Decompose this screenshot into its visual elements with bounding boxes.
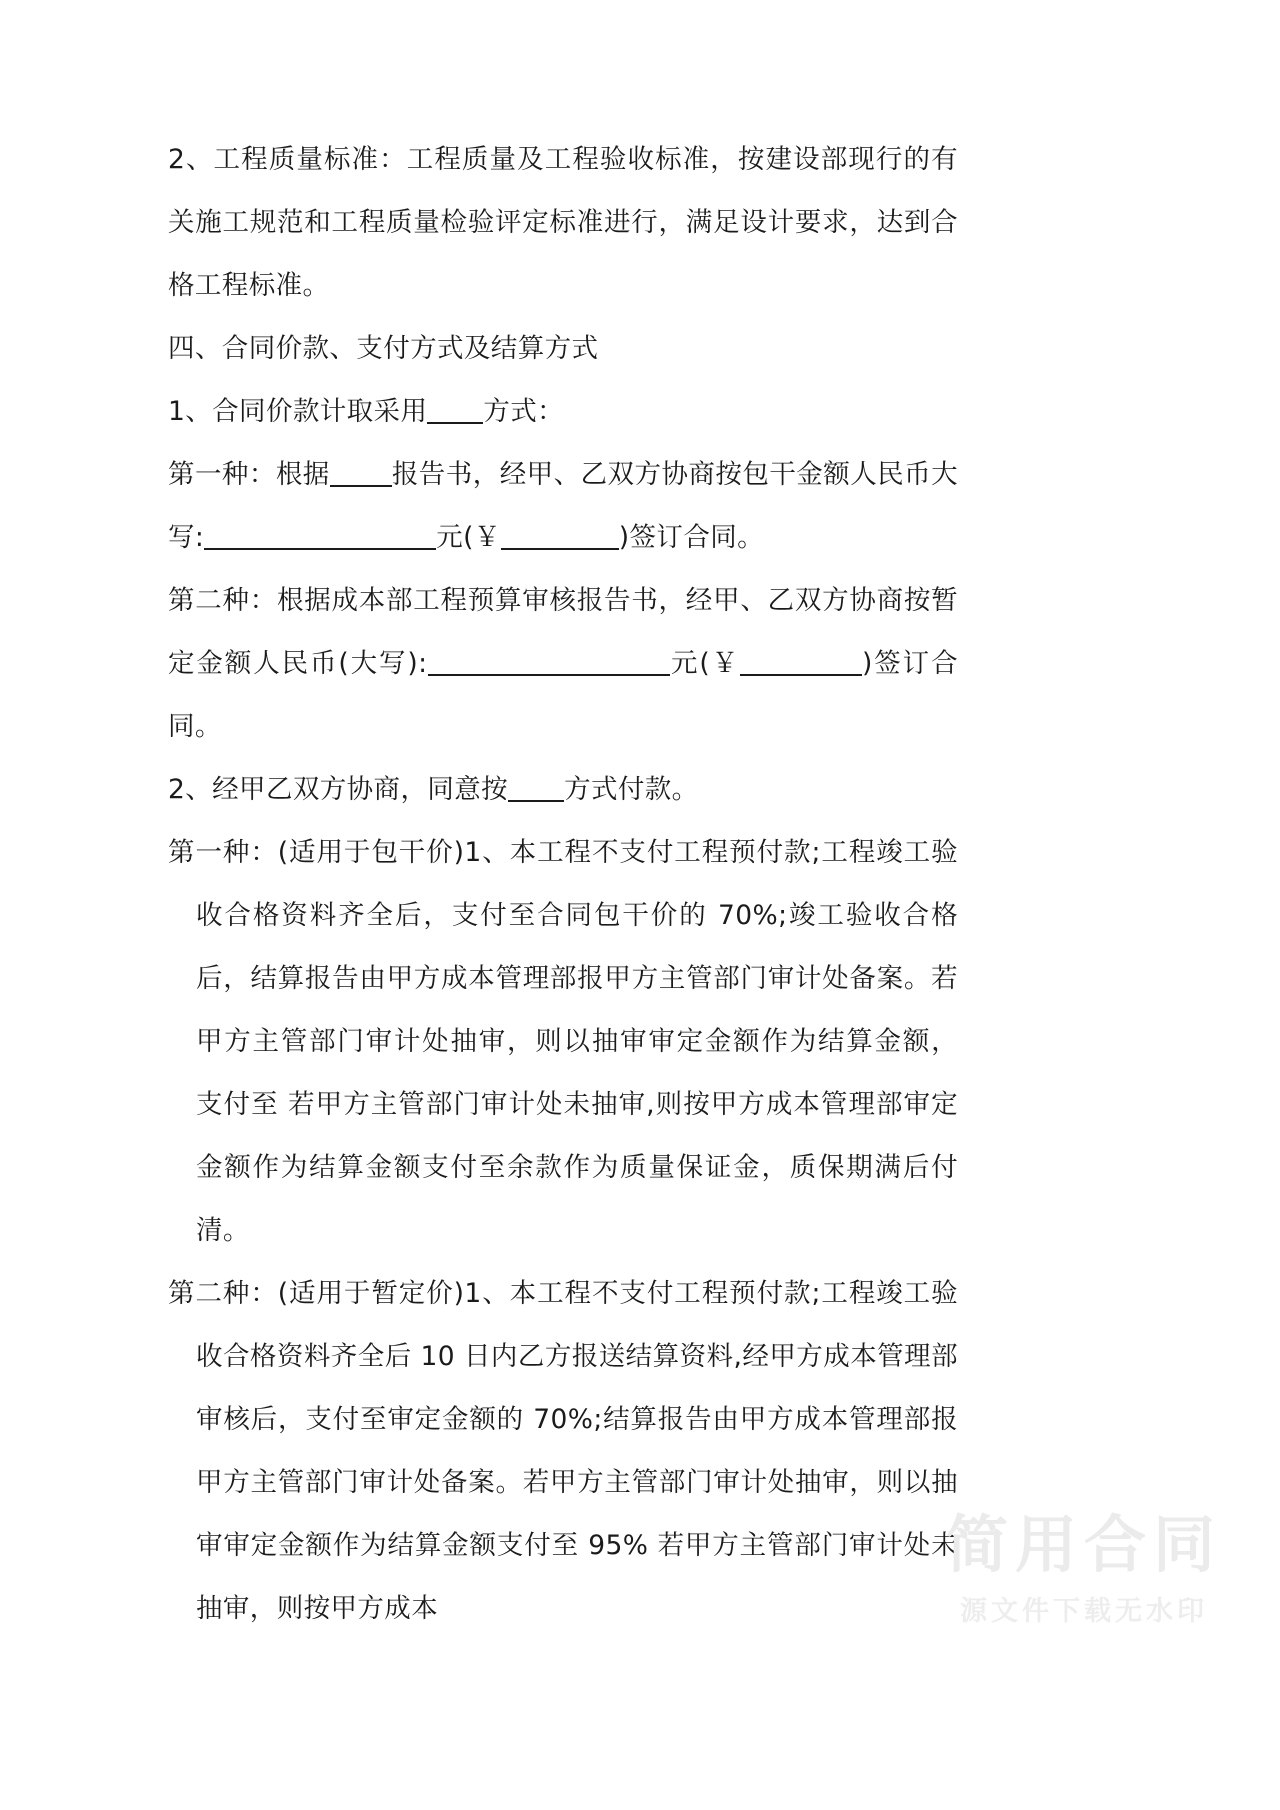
paragraph-option-one-price — [168, 443, 958, 569]
watermark-tagline: 源文件下载无水印 — [959, 1596, 1208, 1627]
option-two-seg3: )签订合同。 — [168, 648, 958, 742]
heading-section-four: 四、合同价款、支付方式及结算方式 — [168, 333, 599, 364]
price-method-blank[interactable] — [427, 400, 483, 424]
watermark — [945, 1507, 1222, 1628]
payment-method-blank[interactable] — [508, 778, 564, 802]
paragraph-quality-standard: 2、工程质量标准：工程质量及工程验收标准，按建设部现行的有关施工规范和工程质量检验评定标准进行，满足设计要求，达到合格工程标准。 — [168, 144, 958, 301]
option-one-seg4: )签订合同。 — [618, 522, 765, 553]
paragraph-option-two-price — [168, 569, 958, 758]
option-one-amount-num-blank[interactable] — [501, 526, 619, 550]
option-one-amount-cn-blank[interactable] — [204, 526, 436, 550]
payment-method-text-after: 方式付款。 — [564, 774, 699, 805]
option-one-seg1: 第一种：根据 — [168, 459, 330, 490]
price-method-text-before: 1、合同价款计取采用 — [168, 396, 428, 427]
option-two-amount-cn-blank[interactable] — [428, 652, 670, 676]
paragraph-option-two-payment: 第二种：(适用于暂定价)1、本工程不支付工程预付款;工程竣工验收合格资料齐全后 10 日内乙方报送结算资料,经甲方成本管理部审核后，支付至审定金额的 70%;结算报告由甲方成本管理部报甲方主管部门审计处备案。若甲方主管部门审计处抽审，则以抽审审定金额作为结算金额支付至 95% 若甲方主管部门审计处未抽审，则按甲方成本 — [168, 1278, 958, 1624]
option-one-seg2: 报告书，经甲、乙双方协商按包干金额人民币大写: — [168, 459, 958, 553]
option-one-seg3: 元(￥ — [436, 522, 501, 553]
watermark-brand: 简用合同 — [945, 1507, 1222, 1581]
price-method-text-after: 方式： — [483, 396, 565, 427]
option-two-seg2: 元(￥ — [669, 648, 741, 679]
document-body — [168, 128, 967, 1640]
option-two-seg1: 第二种：根据成本部工程预算审核报告书，经甲、乙双方协商按暂定金额人民币(大写): — [168, 585, 958, 679]
paragraph-contract-price-method — [168, 380, 958, 443]
paragraph-payment-method — [168, 758, 958, 821]
payment-method-text-before: 2、经甲乙双方协商，同意按 — [168, 774, 509, 805]
option-one-report-blank[interactable] — [330, 463, 392, 487]
paragraph-option-one-payment: 第一种：(适用于包干价)1、本工程不支付工程预付款;工程竣工验收合格资料齐全后，支付至合同包干价的 70%;竣工验收合格后，结算报告由甲方成本管理部报甲方主管部门审计处备案。若甲方主管部门审计处抽审，则以抽审审定金额作为结算金额， 支付至 若甲方主管部门审计处未抽审,则按甲方成本管理部审定金额作为结算金额支付至余款作为质量保证金，质保期满后付清。 — [168, 837, 967, 1246]
option-two-amount-num-blank[interactable] — [740, 652, 862, 676]
